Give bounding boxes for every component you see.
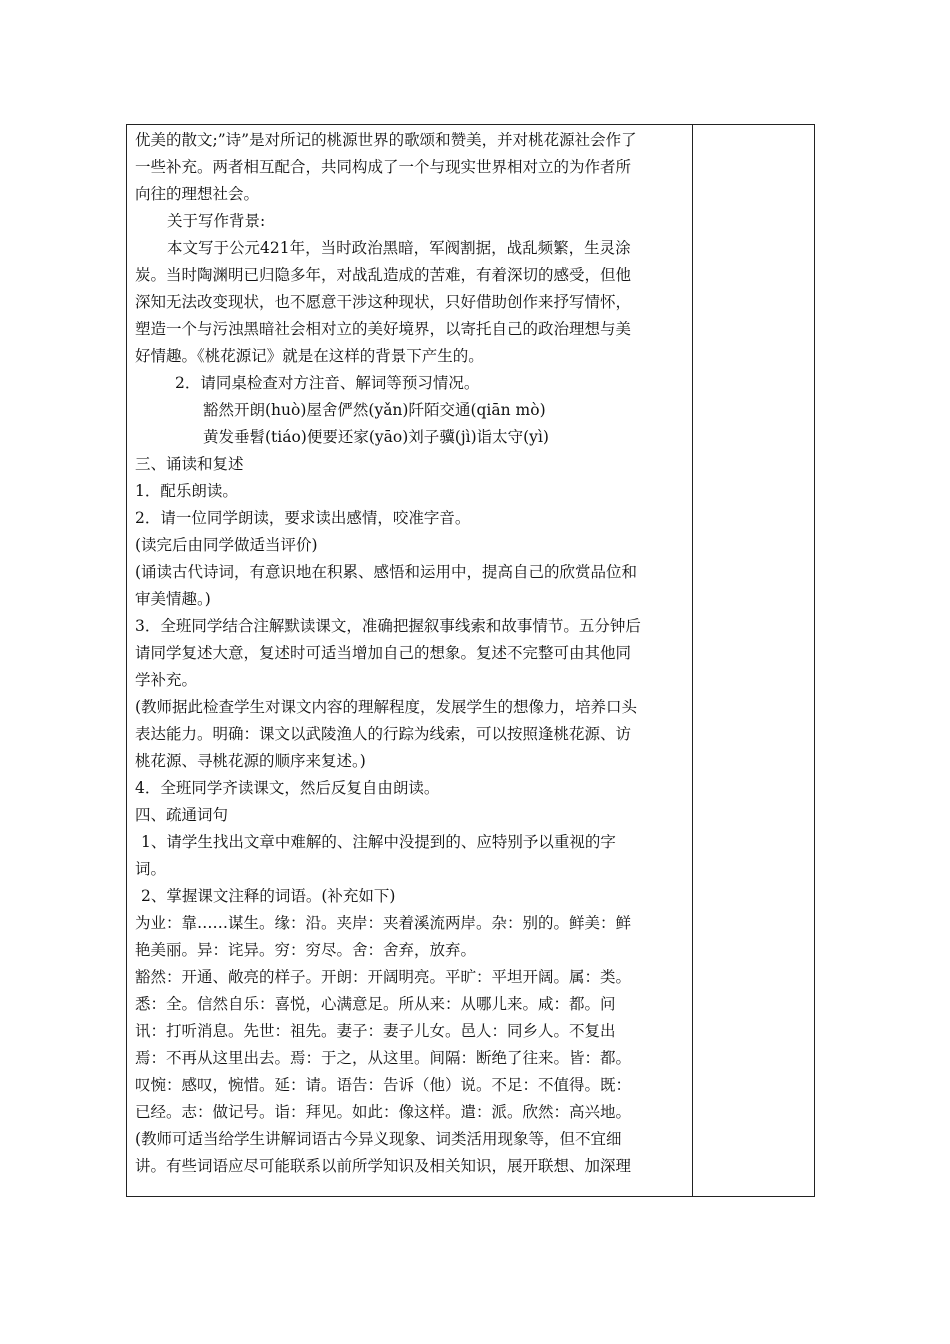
- text-line: 讯：打听消息。先世：祖先。妻子：妻子儿女。邑人：同乡人。不复出: [135, 1022, 616, 1040]
- text-line: 豁然开朗(huò)屋舍俨然(yǎn)阡陌交通(qiān mò): [203, 401, 546, 419]
- text-line: 请同学复述大意，复述时可适当增加自己的想象。复述不完整可由其他同: [135, 644, 632, 662]
- text-line: 审美情趣。): [135, 590, 211, 608]
- text-line: 讲。有些词语应尽可能联系以前所学知识及相关知识，展开联想、加深理: [135, 1157, 632, 1175]
- text-line: (教师据此检查学生对课文内容的理解程度，发展学生的想像力，培养口头: [135, 698, 638, 716]
- text-line: 焉：不再从这里出去。焉：于之，从这里。间隔：断绝了往来。皆：都。: [135, 1049, 632, 1067]
- text-line: 1．配乐朗读。: [135, 482, 238, 500]
- text-line: 3．全班同学结合注解默读课文，准确把握叙事线索和故事情节。五分钟后: [135, 617, 641, 635]
- text-line: (诵读古代诗词，有意识地在积累、感悟和运用中，提高自己的欣赏品位和: [135, 563, 638, 581]
- text-line: 豁然：开通、敞亮的样子。开朗：开阔明亮。平旷：平坦开阔。属：类。: [135, 968, 632, 986]
- text-line: 向往的理想社会。: [135, 185, 260, 203]
- notes-cell: [693, 125, 814, 1196]
- text-line: 学补充。: [135, 671, 198, 689]
- text-line: 4．全班同学齐读课文，然后反复自由朗读。: [135, 779, 440, 797]
- text-line: 一些补充。两者相互配合，共同构成了一个与现实世界相对立的为作者所: [135, 158, 632, 176]
- text-line: 炭。当时陶渊明已归隐多年，对战乱造成的苦难，有着深切的感受，但他: [135, 266, 632, 284]
- content-cell: [135, 127, 687, 1180]
- text-line: 本文写于公元421年，当时政治黑暗，军阀割据，战乱频繁，生灵涂: [167, 239, 631, 257]
- text-line: (读完后由同学做适当评价): [135, 536, 318, 554]
- text-line: 为业：靠……谋生。缘：沿。夹岸：夹着溪流两岸。杂：别的。鲜美：鲜: [135, 914, 632, 932]
- text-line: 桃花源、寻桃花源的顺序来复述。): [135, 752, 366, 770]
- text-line: (教师可适当给学生讲解词语古今异义现象、词类活用现象等，但不宜细: [135, 1130, 622, 1148]
- text-line: 三、诵读和复述: [135, 455, 244, 473]
- text-line: 四、疏通词句: [135, 806, 229, 824]
- text-line: 词。: [135, 860, 167, 878]
- text-line: 塑造一个与污浊黑暗社会相对立的美好境界，以寄托自己的政治理想与美: [135, 320, 632, 338]
- text-line: 2．请一位同学朗读，要求读出感情，咬准字音。: [135, 509, 471, 527]
- text-line: 2．请同桌检查对方注音、解词等预习情况。: [175, 374, 480, 392]
- text-line: 黄发垂髫(tiáo)便要还家(yāo)刘子骥(jì)诣太守(yì): [203, 428, 549, 446]
- text-line: 已经。志：做记号。诣：拜见。如此：像这样。遣：派。欣然：高兴地。: [135, 1103, 632, 1121]
- text-line: 叹惋：感叹，惋惜。延：请。语告：告诉（他）说。不足：不值得。既：: [135, 1076, 632, 1094]
- text-line: 关于写作背景:: [167, 212, 266, 230]
- text-line: 优美的散文;”诗”是对所记的桃源世界的歌颂和赞美，并对桃花源社会作了: [135, 131, 637, 149]
- text-line: 艳美丽。异：诧异。穷：穷尽。舍：舍弃，放弃。: [135, 941, 477, 959]
- text-line: 2、掌握课文注释的词语。(补充如下): [141, 887, 396, 905]
- text-line: 1、请学生找出文章中难解的、注解中没提到的、应特别予以重视的字: [141, 833, 616, 851]
- text-line: 表达能力。明确：课文以武陵渔人的行踪为线索，可以按照逢桃花源、访: [135, 725, 632, 743]
- text-line: 深知无法改变现状，也不愿意干涉这种现状，只好借助创作来抒写情怀，: [135, 293, 632, 311]
- text-line: 悉：全。信然自乐：喜悦，心满意足。所从来：从哪儿来。咸：都。问: [135, 995, 616, 1013]
- lesson-plan-table: [126, 124, 815, 1197]
- text-line: 好情趣。《桃花源记》就是在这样的背景下产生的。: [135, 347, 484, 365]
